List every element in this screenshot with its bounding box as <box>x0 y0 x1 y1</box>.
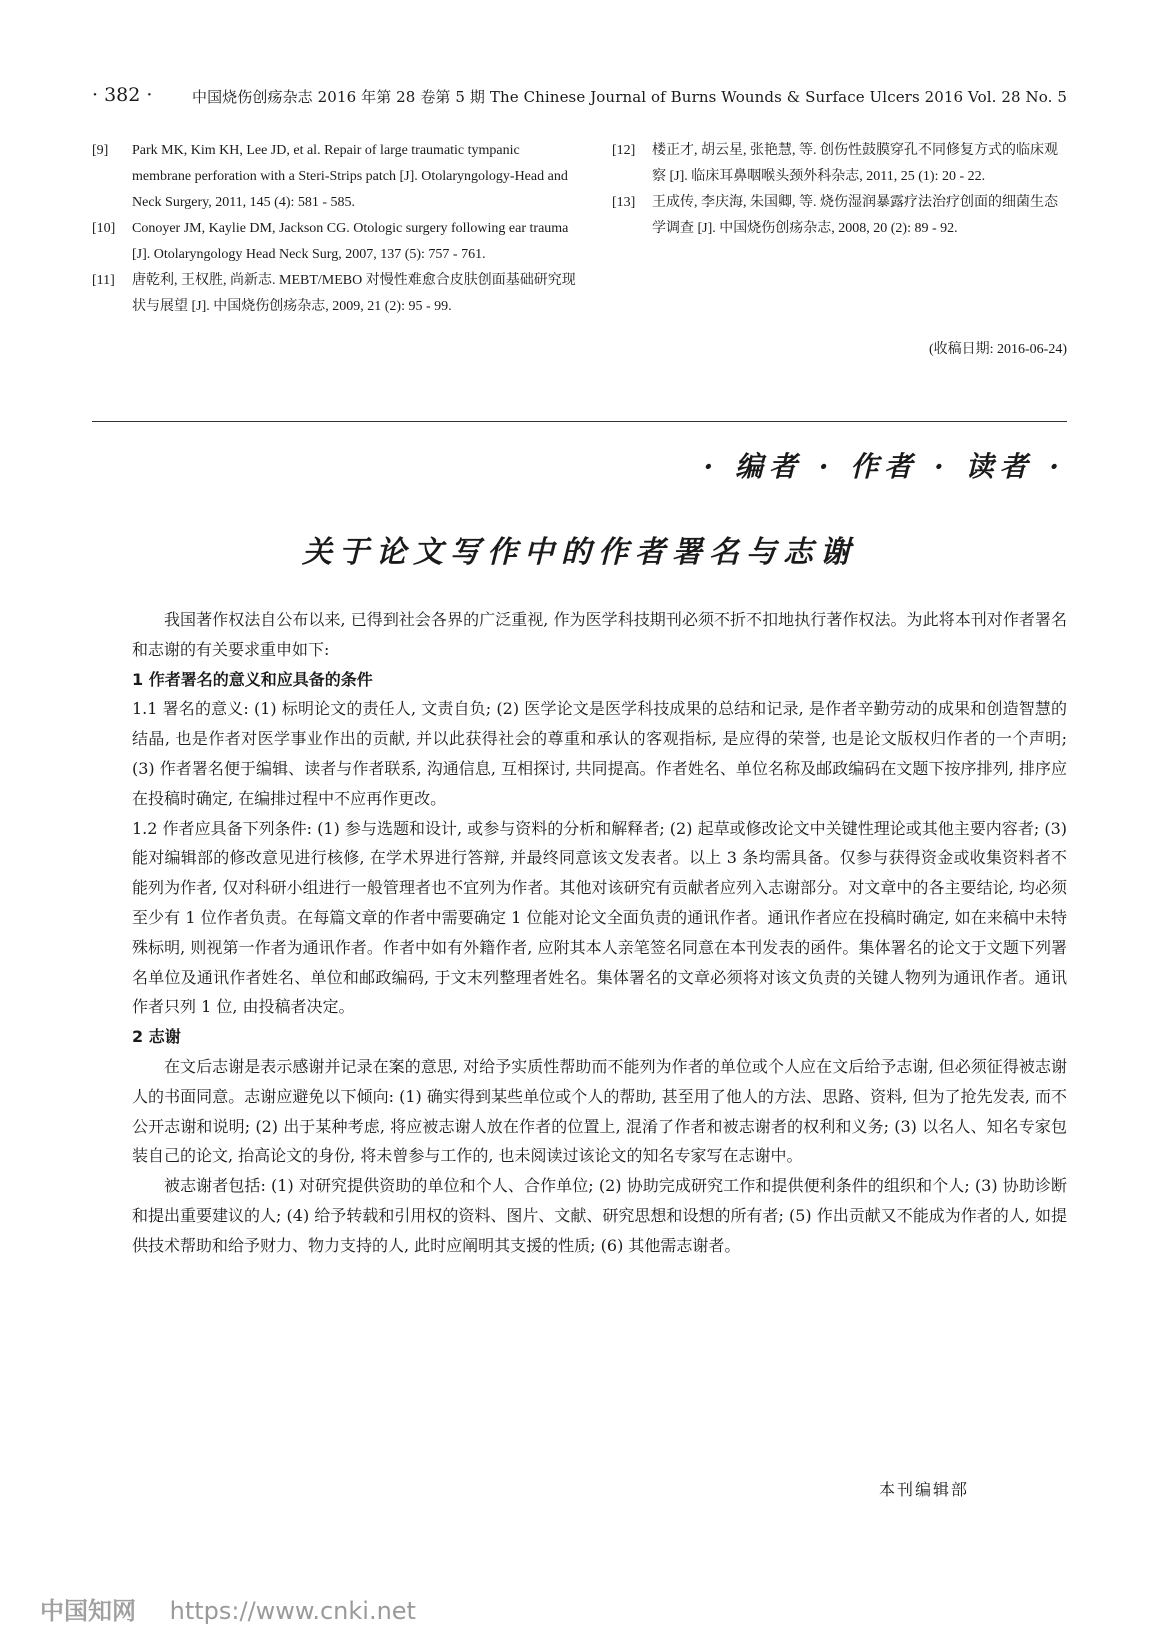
page-header <box>92 84 1067 114</box>
reference-number: [10] <box>92 221 116 236</box>
paragraph-1-1: 1.1 署名的意义: (1) 标明论文的责任人, 文责自负; (2) 医学论文是医学科技成果的总结和记录, 是作者辛勤劳动的成果和创造智慧的结晶, 也是作者对医学事业作出的贡献, 并以此获得社会的尊重和承认的客观指标, 是应得的荣誉, 也是论文版权归作者的一个声明; (3) 作者署名便于编辑、读者与作者联系, 沟通信息, 互相探讨, 共同提高。作者姓名、单位名称及邮政编码在文题下按序排列, 排序应在投稿时确定, 在编排过程中不应再作更改。 <box>132 699 1067 808</box>
journal-running-title: 中国烧伤创疡杂志 2016 年第 28 卷第 5 期 The Chinese Journal of Burns Wounds & Surface Ulcers 2016 Vol. 28 No. 5 <box>191 88 1067 106</box>
section-heading-2: 2 志谢 <box>132 1027 181 1047</box>
article-body <box>132 605 1067 1261</box>
paragraph-2-2: 被志谢者包括: (1) 对研究提供资助的单位和个人、合作单位; (2) 协助完成研究工作和提供便利条件的组织和个人; (3) 协助诊断和提出重要建议的人; (4) 给予转载和引用权的资料、图片、文献、研究思想和设想的所有者; (5) 作出贡献又不能成为作者的人, 如提供技术帮助和给予财力、物力支持的人, 此时应阐明其支援的性质; (6) 其他需志谢者。 <box>132 1176 1067 1255</box>
reference-text: Park MK, Kim KH, Lee JD, et al. Repair of large traumatic tympanic membrane perforation with a Steri-Strips patch [J]. Otolaryngology-Head and Neck Surgery, 2011, 145 (4): 581 - 585. <box>132 143 568 210</box>
reference-number: [13] <box>612 195 636 210</box>
section-heading-1: 1 作者署名的意义和应具备的条件 <box>132 669 373 689</box>
page-number: · 382 · <box>92 84 153 106</box>
cnki-watermark <box>40 1591 416 1626</box>
reference-item <box>92 216 582 268</box>
section-divider <box>92 421 1067 422</box>
reference-number: [9] <box>92 143 109 158</box>
references-left-column <box>92 138 582 320</box>
reference-item <box>92 138 582 216</box>
cnki-logo-text: 中国知网 <box>40 1597 136 1625</box>
section-tag: · 编者 · 作者 · 读者 · <box>703 450 1065 483</box>
reference-text: 唐乾利, 王权胜, 尚新志. MEBT/MEBO 对慢性难愈合皮肤创面基础研究现状与展望 [J]. 中国烧伤创疡杂志, 2009, 21 (2): 95 - 99. <box>132 273 576 314</box>
editorial-signature: 本刊编辑部 <box>878 1480 969 1499</box>
reference-text: Conoyer JM, Kaylie DM, Jackson CG. Otologic surgery following ear trauma [J]. Otolaryngology Head Neck Surg, 2007, 137 (5): 757 - 761. <box>132 221 569 262</box>
received-date: (收稿日期: 2016-06-24) <box>928 342 1067 357</box>
cnki-url: https://www.cnki.net <box>169 1597 416 1625</box>
intro-paragraph: 我国著作权法自公布以来, 已得到社会各界的广泛重视, 作为医学科技期刊必须不折不扣地执行著作权法。为此将本刊对作者署名和志谢的有关要求重申如下: <box>132 610 1067 659</box>
reference-item <box>92 268 582 320</box>
reference-number: [11] <box>92 273 115 288</box>
reference-item <box>612 138 1067 190</box>
reference-item <box>612 190 1067 242</box>
paragraph-2-1: 在文后志谢是表示感谢并记录在案的意思, 对给予实质性帮助而不能列为作者的单位或个人应在文后给予志谢, 但必须征得被志谢人的书面同意。志谢应避免以下倾向: (1) 确实得到某些单位或个人的帮助, 甚至用了他人的方法、思路、资料, 但为了抢先发表, 而不公开志谢和说明; (2) 出于某种考虑, 将应被志谢人放在作者的位置上, 混淆了作者和被志谢者的权利和义务; (3) 以名人、知名专家包装自己的论文, 抬高论文的身份, 将未曾参与工作的, 也未阅读过该论文的知名专家写在志谢中。 <box>132 1056 1067 1166</box>
reference-text: 楼正才, 胡云星, 张艳慧, 等. 创伤性鼓膜穿孔不同修复方式的临床观察 [J]. 临床耳鼻咽喉头颈外科杂志, 2011, 25 (1): 20 - 22. <box>652 143 1058 184</box>
references-right-column <box>612 138 1067 242</box>
paragraph-1-2: 1.2 作者应具备下列条件: (1) 参与选题和设计, 或参与资料的分析和解释者; (2) 起草或修改论文中关键性理论或其他主要内容者; (3) 能对编辑部的修改意见进行核修, 在学术界进行答辩, 并最终同意该文发表者。以上 3 条均需具备。仅参与获得资金或收集资料者不能列为作者, 仅对科研小组进行一般管理者也不宜列为作者。其他对该研究有贡献者应列入志谢部分。对文章中的各主要结论, 均必须至少有 1 位作者负责。在每篇文章的作者中需要确定 1 位能对论文全面负责的通讯作者。通讯作者应在投稿时确定, 如在来稿中未特殊标明, 则视第一作者为通讯作者。作者中如有外籍作者, 应附其本人亲笔签名同意在本刊发表的函件。集体署名的论文于文题下列署名单位及通讯作者姓名、单位和邮政编码, 于文末列整理者姓名。集体署名的文章必须将对该文负责的关键人物列为通讯作者。通讯作者只列 1 位, 由投稿者决定。 <box>132 818 1067 1017</box>
reference-text: 王成传, 李庆海, 朱国卿, 等. 烧伤湿润暴露疗法治疗创面的细菌生态学调查 [J]. 中国烧伤创疡杂志, 2008, 20 (2): 89 - 92. <box>652 195 1058 236</box>
article-title: 关于论文写作中的作者署名与志谢 <box>302 535 857 570</box>
reference-number: [12] <box>612 143 636 158</box>
